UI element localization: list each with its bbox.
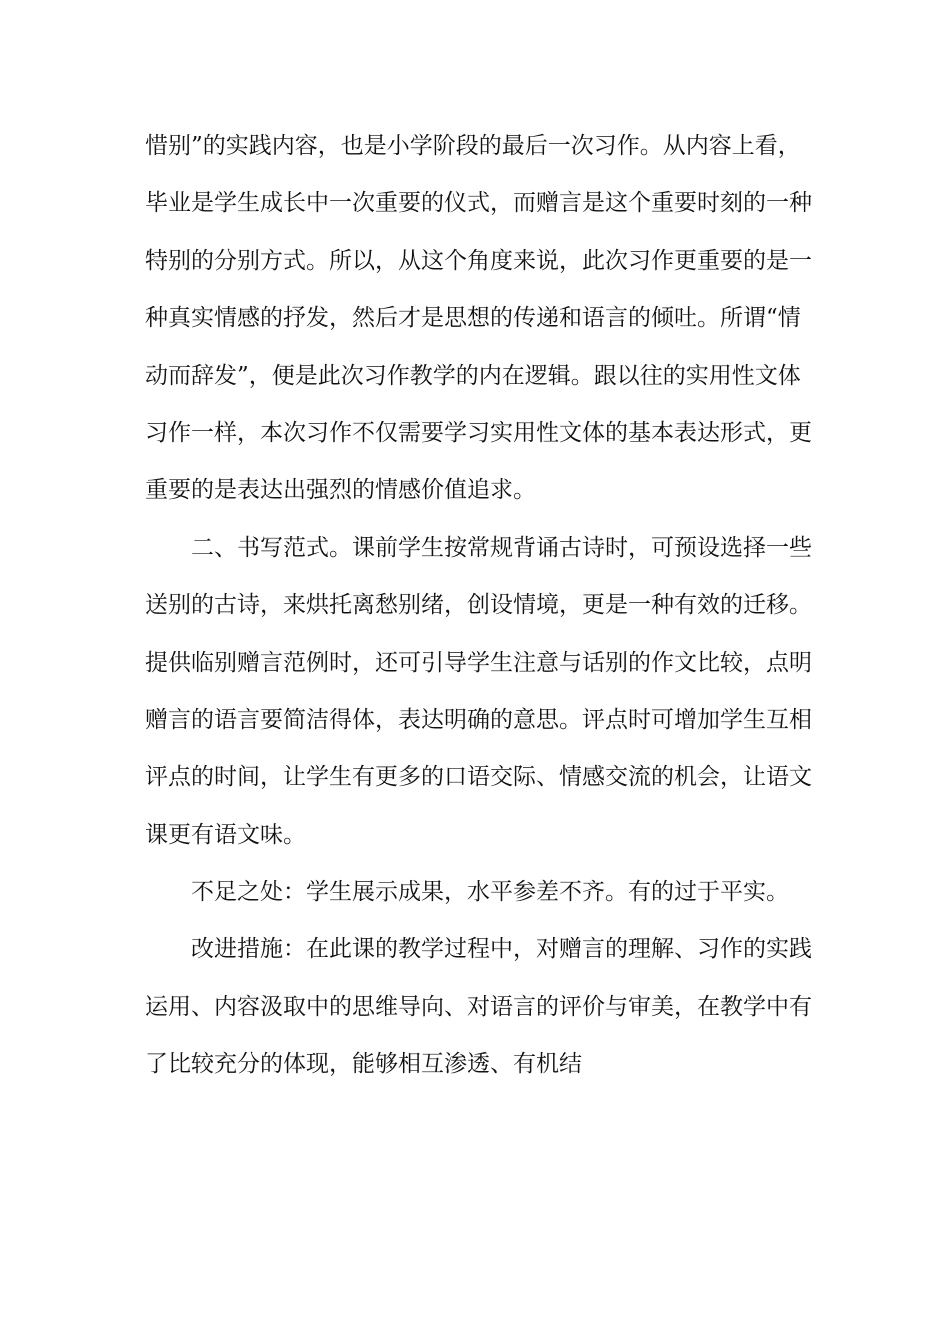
text-line-16: 运用、内容汲取中的思维导向、对语言的评价与审美，在教学中有 xyxy=(145,993,812,1020)
text-line-12: 评点的时间，让学生有更多的口语交际、情感交流的机会，让语文 xyxy=(145,764,812,791)
text-line-4: 种真实情感的抒发，然后才是思想的传递和语言的倾吐。所谓“情 xyxy=(145,305,801,332)
text-line-8: 二、书写范式。课前学生按常规背诵古诗时，可预设选择一些 xyxy=(191,534,812,561)
text-line-15: 改进措施：在此课的教学过程中，对赠言的理解、习作的实践 xyxy=(191,936,812,963)
text-line-5: 动而辞发”，便是此次习作教学的内在逻辑。跟以往的实用性文体 xyxy=(145,362,801,389)
text-line-1: 惜别”的实践内容，也是小学阶段的最后一次习作。从内容上看， xyxy=(145,133,801,159)
text-line-10: 提供临别赠言范例时，还可引导学生注意与话别的作文比较，点明 xyxy=(145,649,812,676)
text-line-6: 习作一样，本次习作不仅需要学习实用性文体的基本表达形式，更 xyxy=(145,419,812,446)
text-line-11: 赠言的语言要简洁得体，表达明确的意思。评点时可增加学生互相 xyxy=(145,706,812,733)
text-line-14: 不足之处：学生展示成果，水平参差不齐。有的过于平实。 xyxy=(191,879,789,906)
text-line-7: 重要的是表达出强烈的情感价值追求。 xyxy=(145,477,536,504)
text-line-9: 送别的古诗，来烘托离愁别绪，创设情境，更是一种有效的迁移。 xyxy=(145,592,812,619)
body-text xyxy=(145,118,815,1094)
text-line-17: 了比较充分的体现，能够相互渗透、有机结 xyxy=(145,1051,582,1078)
text-line-3: 特别的分别方式。所以，从这个角度来说，此次习作更重要的是一 xyxy=(145,247,812,274)
text-line-2: 毕业是学生成长中一次重要的仪式，而赠言是这个重要时刻的一种 xyxy=(145,190,812,217)
text-line-13: 课更有语文味。 xyxy=(145,821,306,848)
